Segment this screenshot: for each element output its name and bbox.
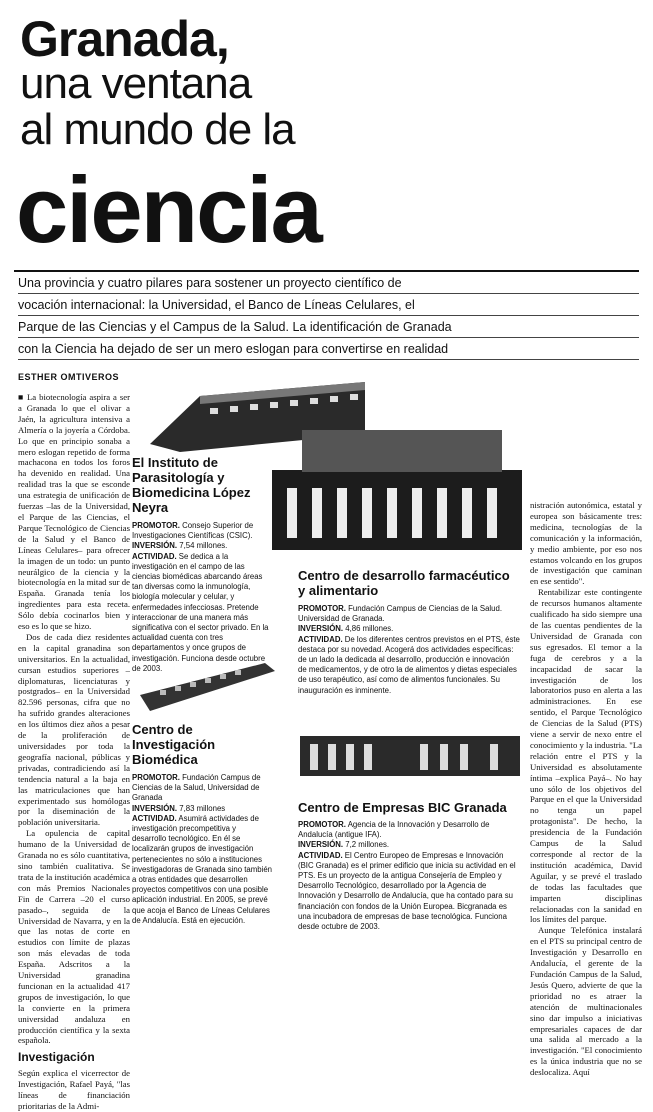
paragraph: Dos de cada diez residentes en la capital granadina son universitarios. En la actualidad, cursan estudios superiores –diplomaturas, licenciaturas y postgrados– en la Universidad 82.596 personas, cifra que no ha sufrido grandes alteraciones en los últimos diez años a pesar de la proliferación de universidades por toda la geografía nacional, públicas y privadas, contradiciendo así la tendencia natural a la baja en las matriculaciones que han experimentado sus homólogas por la diseminación de la población universitaria. (18, 631, 130, 828)
building-photo-bic (300, 722, 520, 780)
actividad-value: Se dedica a la investigación en el campo de las ciencias biomédicas abarcando áreas tan diversas como la inmunología, biología molecular y celular, y enfermedades infecciosas. Pretende interaccionar de una manera más significativa con el sector privado. En la actualidad cuenta con tres departamentos y once grupos de investigación. Funciona desde octubre de 2003. (132, 551, 269, 673)
box-body (132, 521, 270, 674)
byline: ESTHER OMTIVEROS (18, 372, 120, 382)
body-column-3 (530, 500, 642, 1078)
deck (14, 270, 639, 360)
inversion-value: 7,2 millones. (345, 840, 390, 850)
box-body (298, 820, 520, 932)
body-column-1 (18, 392, 130, 1112)
deck-line: Una provincia y cuatro pilares para sostener un proyecto científico de (18, 272, 639, 294)
actividad-value: El Centro Europeo de Empresas e Innovación (BIC Granada) es el primer edificio que inicia su actividad en el PTS. Es un proyecto de la antigua Consejería de Empleo y Desarrollo Tecnológico, desarrollado por la Agencia de Innovación y Desarrollo de Andalucía, que ha contado para su financiación con fondos de la Unión Europea. Bicgranada es una incubadora de empresas de base tecnológica. Funciona desde octubre de 2003. (298, 850, 516, 932)
info-box-bic (298, 800, 520, 932)
label-promotor: PROMOTOR. (132, 521, 180, 530)
paragraph: ■ La biotecnología aspira a ser a Granada lo que el olivar a Jaén, la agricultura intensiva a Almería o la joyería a Córdoba. Lo que en principio sonaba a mero eslogan repetido de forma machacona en todos los foros ha devenido en realidad. Una realidad tras la que se esconde una estrategia de unificación de fuerzas –las de la Universidad, el Parque de las Ciencias, el Parque Tecnológico de Ciencias de la Salud y el Banco de Líneas Celulares– para ofrecer la imagen de un todo: un punto neurálgico de la ciencia y la biotecnología en la mitad sur de España. Granada tenía los ingredientes para esta receta. Sólo debía cocinarlos bien y eso es lo que se hizo. (18, 392, 130, 632)
promotor-value: Fundación Campus de Ciencias de la Salud, Universidad de Granada (132, 773, 261, 803)
box-title: Centro de Empresas BIC Granada (298, 800, 507, 815)
label-promotor: PROMOTOR. (298, 820, 346, 829)
deck-line: con la Ciencia ha dejado de ser un mero eslogan para convertirse en realidad (18, 338, 639, 360)
building-photo-cib (140, 655, 275, 717)
promotor-value: Consejo Superior de Investigaciones Científicas (CSIC). (132, 521, 254, 541)
paragraph: La opulencia de capital humano de la Universidad de Granada no es sólo cuantitativa, sino también cualitativa. Se trata de la institución académica con más Premios Nacionales Fin de Carrera –20 el curso pasado–, seguida de la Universidad de Navarra, y en la que las notas de corte en estudios con límite de plazas son más elevadas de toda España. Adscritos a la Universidad granadina funcionan en la actualidad 417 grupos de investigación, lo que la convierte en la primera universidad andaluza en producción científica y la sexta española. (18, 828, 130, 1046)
paragraph: nistración autonómica, estatal y europea son básicamente tres: medicina, tecnologías de la comunicación y la información, y medio ambiente, por eso nos estamos volcando en los grupos de investigación que caminan en ese sentido". (530, 500, 642, 587)
inversion-value: 7,83 millones (179, 803, 226, 813)
box-body (132, 773, 272, 926)
label-inversion: INVERSIÓN. (132, 803, 178, 813)
deck-line: vocación internacional: la Universidad, el Banco de Líneas Celulares, el (18, 294, 639, 316)
label-promotor: PROMOTOR. (132, 773, 180, 782)
paragraph: Aunque Telefónica instalará en el PTS su principal centro de Investigación y Desarrollo en Andalucía, el gerente de la Fundación Campus de la Salud, Jesús Quero, advierte de que la prioridad no es atraer la atención de multinacionales sino dar impulso a iniciativas empresariales capaces de dar una salida al mercado a la investigación. "El conocimiento es la única industria que no se deslocaliza. Aquí (530, 925, 642, 1078)
label-actividad: ACTIVIDAD. (132, 551, 177, 561)
actividad-value: De los diferentes centros previstos en el PTS, éste destaca por su novedad. Acogerá dos actividades específicas: de un lado la dedicada al desarrollo, producción e innovación de medicamentos, y de otro la de alimentos y dietas especiales de uso terapéutico, así como de alimentos funcionales. Su inauguración es inminente. (298, 634, 520, 695)
label-actividad: ACTIVIDAD. (298, 634, 343, 644)
promotor-value: Fundación Campus de Ciencias de la Salud. Universidad de Granada. (298, 604, 502, 624)
box-title: El Instituto de Parasitología y Biomedicina López Neyra (132, 455, 251, 515)
label-inversion: INVERSIÓN. (298, 840, 344, 850)
inversion-value: 7,54 millones. (179, 541, 228, 551)
info-box-cdfa (298, 568, 520, 696)
inversion-value: 4,86 millones. (345, 624, 394, 634)
paragraph: Según explica el vicerrector de Investigación, Rafael Payá, "las líneas de financiación prioritarias de la Admi- (18, 1068, 130, 1111)
label-actividad: ACTIVIDAD. (132, 813, 177, 823)
actividad-value: Asumirá actividades de investigación precompetitiva y desarrollo tecnológico. En él se localizarán grupos de investigación pertenecientes no sólo a instituciones investigadoras de Granada sino también a otras entidades que desarrollen proyectos competitivos con una posible aplicación industrial. En 2005, se prevé que acoja el Banco de Líneas Celulares de Andalucía. Está en ejecución. (132, 813, 272, 925)
label-promotor: PROMOTOR. (298, 604, 346, 613)
info-box-cib (132, 722, 272, 926)
label-inversion: INVERSIÓN. (132, 541, 178, 551)
headline-line-2: una ventana (20, 59, 252, 108)
label-actividad: ACTIVIDAD. (298, 850, 343, 860)
info-box-ipb (132, 455, 270, 674)
subheading: Investigación (18, 1050, 95, 1065)
building-photo-cdfa (272, 430, 522, 555)
label-inversion: INVERSIÓN. (298, 624, 344, 634)
box-body (298, 604, 520, 696)
box-title: Centro de Investigación Biomédica (132, 722, 216, 767)
headline-line-4: ciencia (16, 157, 321, 262)
deck-line: Parque de las Ciencias y el Campus de la Salud. La identificación de Granada (18, 316, 639, 338)
headline-line-1: Granada, (20, 11, 229, 67)
box-title: Centro de desarrollo farmacéutico y alimentario (298, 568, 510, 598)
headline-line-3: al mundo de la (20, 105, 295, 154)
promotor-value: Agencia de la Innovación y Desarrollo de Andalucía (antigue IFA). (298, 820, 490, 840)
paragraph: Rentabilizar este contingente de recursos humanos altamente cualificado ha sido siempre una de las cuentas pendientes de la Universidad de Granada con sus egresados. El temor a la fuga de cerebros y a la incapacidad de sacar la investigación de los laboratorios puso en alerta a las administraciones. En ese sentido, el Parque Tecnológico de Ciencias de la Salud (PTS) viene a servir de nexo entre el conocimiento y la industria. "La relación entre el PTS y la Universidad es absolutamente íntima –explica Payá–. No hay uno sólo de los objetivos del Parque en el que la Universidad no tenga un papel protagonista". De hecho, la presidencia de la Fundación Campus de la Salud corresponde al rector de la institución académica, David Aguilar, y se prevé el traslado de todas las facultades que imparten disciplinas relacionadas con la sanidad en los límites del parque. (530, 587, 642, 925)
